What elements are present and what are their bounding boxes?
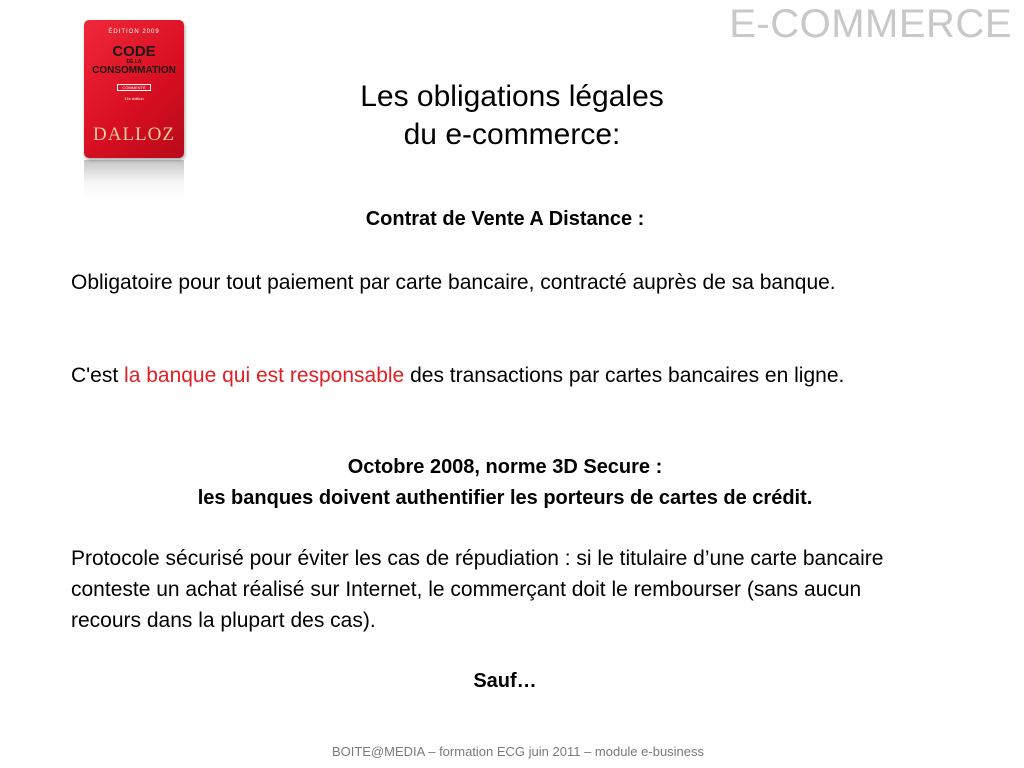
book-reflection bbox=[84, 160, 184, 200]
book-title-code: CODE bbox=[112, 43, 156, 60]
paragraph-obligatoire: Obligatoire pour tout paiement par carte bancaire, contracté auprès de sa banque. bbox=[71, 271, 836, 294]
section-watermark: E-COMMERCE bbox=[729, 2, 1012, 46]
book-subtitle: COMMENTÉ bbox=[117, 84, 150, 91]
slide-title bbox=[300, 78, 724, 154]
section-3d-secure-line1: Octobre 2008, norme 3D Secure : bbox=[347, 456, 663, 478]
slide-title-line2: du e-commerce: bbox=[403, 118, 621, 151]
book-subtitle-edition: 14e édition bbox=[124, 96, 144, 101]
closing-text: Sauf… bbox=[473, 670, 537, 692]
section-heading-vad: Contrat de Vente A Distance : bbox=[365, 208, 645, 230]
book-cover-image bbox=[84, 20, 184, 200]
highlighted-text: la banque qui est responsable bbox=[124, 364, 405, 387]
paragraph-responsabilite bbox=[71, 360, 931, 391]
paragraph-responsabilite-start: C'est bbox=[71, 364, 125, 387]
paragraph-protocole: Protocole sécurisé pour éviter les cas de répudiation : si le titulaire d’une carte bancaire conteste un achat réalisé sur Internet, le commerçant doit le rembourser (sans aucun recours dans la plupart des cas). bbox=[71, 547, 884, 632]
slide-title-line1: Les obligations légales bbox=[360, 80, 664, 113]
slide-footer: BOITE@MEDIA – formation ECG juin 2011 – module e-business bbox=[331, 744, 705, 759]
book-edition: ÉDITION 2009 bbox=[108, 29, 160, 35]
book-publisher-logo: DALLOZ bbox=[93, 124, 175, 145]
book-cover bbox=[84, 20, 184, 158]
section-heading-3d-secure bbox=[0, 452, 1010, 514]
paragraph-responsabilite-end: des transactions par cartes bancaires en ligne. bbox=[404, 364, 845, 387]
section-3d-secure-line2: les banques doivent authentifier les porteurs de cartes de crédit. bbox=[197, 487, 813, 509]
book-title-de-la: DE LA bbox=[126, 59, 142, 65]
book-title-consommation: CONSOMMATION bbox=[92, 65, 176, 76]
